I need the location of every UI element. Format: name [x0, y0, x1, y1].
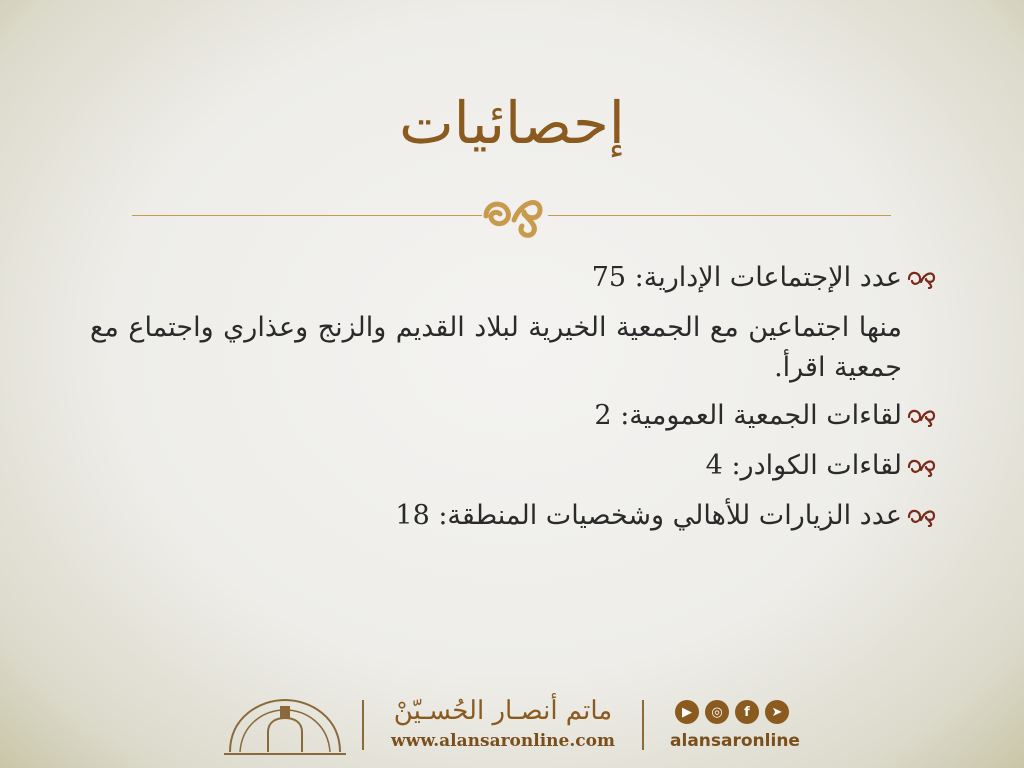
- list-item: [90, 446, 936, 486]
- instagram-icon[interactable]: ◎: [705, 700, 729, 724]
- mosque-dome-logo-icon: [220, 692, 350, 762]
- bullet-icon: [902, 396, 936, 436]
- title-divider-left: [132, 215, 482, 216]
- sub-paragraph: منها اجتماعين مع الجمعية الخيرية لبلاد القديم والزنج وعذاري واجتماع مع جمعية اقرأ.: [90, 312, 902, 383]
- brand-name: ماتم أنصـار الحُسـيّنْ: [393, 696, 613, 726]
- youtube-icon[interactable]: ▶: [675, 700, 699, 724]
- list-item-text: عدد الزيارات للأهالي وشخصيات المنطقة: 18: [395, 500, 902, 531]
- bullet-list: [90, 258, 936, 546]
- list-item: [90, 496, 936, 536]
- slide-title: إحصائيات: [399, 89, 625, 157]
- list-item: [90, 396, 936, 436]
- social-icons: [662, 700, 802, 726]
- footer-separator: [362, 700, 364, 750]
- bullet-icon: [902, 496, 936, 536]
- facebook-icon[interactable]: f: [735, 700, 759, 724]
- footer: [0, 692, 1024, 762]
- bullet-icon: [902, 446, 936, 486]
- list-item-text: لقاءات الجمعية العمومية: 2: [594, 400, 902, 431]
- telegram-icon[interactable]: ➤: [765, 700, 789, 724]
- list-item-text: لقاءات الكوادر: 4: [705, 450, 902, 481]
- footer-separator: [642, 700, 644, 750]
- title-divider-right: [548, 215, 891, 216]
- list-item: [90, 258, 936, 298]
- website-link[interactable]: www.alansaronline.com: [391, 731, 615, 751]
- ornament-icon: [478, 190, 550, 238]
- list-item-text: عدد الإجتماعات الإدارية: 75: [591, 262, 902, 293]
- social-handle[interactable]: alansaronline: [670, 731, 800, 751]
- bullet-icon: [902, 258, 936, 298]
